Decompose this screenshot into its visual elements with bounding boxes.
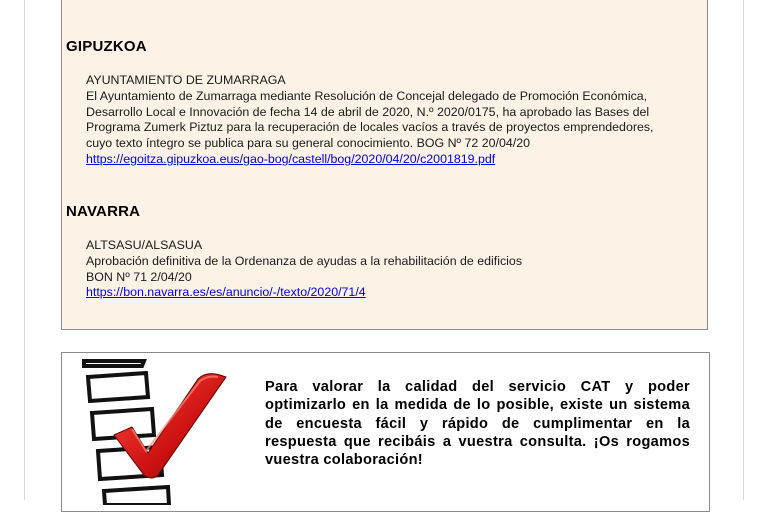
region-title-gipuzkoa: GIPUZKOA — [66, 38, 147, 55]
region-title-navarra: NAVARRA — [66, 203, 141, 220]
entry-text-line: El Ayuntamiento de Zumarraga mediante Resolución de Concejal delegado de Promoción Económica, — [86, 88, 648, 103]
survey-invitation-text: Para valorar la calidad del servicio CAT y poder optimizarlo en la medida de lo posible, existe un sistema de encuesta fácil y rápido de cumplimentar en la respuesta que recibáis a vuestra consulta. ¡Os rogamos vuestra colaboración! — [265, 379, 690, 469]
entry-text-line: cuyo texto íntegro se publica para su general conocimiento. BOG Nº 72 20/04/20 — [86, 136, 530, 151]
bulletin-entry-zumarraga — [86, 73, 696, 168]
survey-notice-box — [61, 352, 710, 512]
page-frame-left — [24, 0, 25, 500]
entry-heading: ALTSASU/ALSASUA — [86, 238, 203, 252]
entry-heading: AYUNTAMIENTO DE ZUMARRAGA — [86, 73, 286, 87]
entry-text-line: Aprobación definitiva de la Ordenanza de ayudas a la rehabilitación de edificios — [86, 253, 523, 268]
entry-text-line: BON Nº 71 2/04/20 — [86, 269, 192, 284]
bulletin-entry-altsasu — [86, 238, 696, 301]
entry-text-line: Desarrollo Local e Innovación de fecha 14 de abril de 2020, N.º 2020/0175, ha aprobado las Bases del — [86, 104, 650, 119]
checklist-checkmark-icon — [80, 357, 250, 505]
bulletin-link-navarra[interactable]: https://bon.navarra.es/es/anuncio/-/texto/2020/71/4 — [86, 285, 366, 300]
page-frame-right — [743, 0, 744, 500]
bulletin-link-gipuzkoa[interactable]: https://egoitza.gipuzkoa.eus/gao-bog/castell/bog/2020/04/20/c2001819.pdf — [86, 151, 496, 166]
official-bulletins-box — [61, 0, 708, 330]
entry-text-line: Programa Zumerk Piztuz para la recuperación de locales vacíos a través de proyectos emprendedores, — [86, 120, 654, 135]
